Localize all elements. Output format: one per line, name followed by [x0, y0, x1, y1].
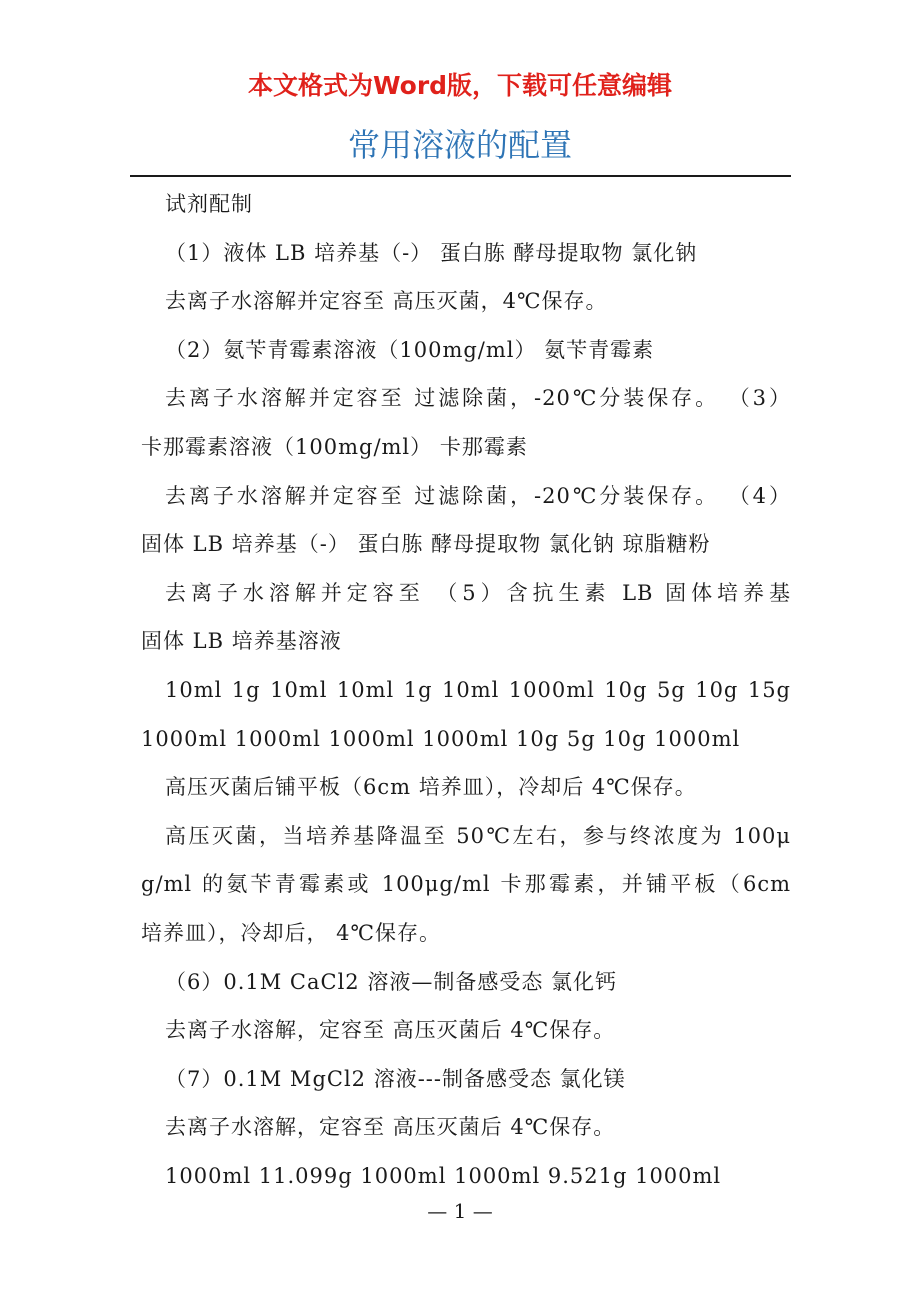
download-notice: 本文格式为Word版，下载可任意编辑	[247, 71, 673, 100]
body-line: 去离子水溶解并定容至 高压灭菌，4℃保存。	[165, 289, 608, 314]
body-line: 去离子水溶解并定容至 过滤除菌，-20℃分装保存。 （3）	[165, 386, 791, 411]
body-line: 1000ml 11.099g 1000ml 1000ml 9.521g 1000ml	[165, 1163, 722, 1188]
page-number: — 1 —	[427, 1199, 493, 1223]
document-body	[141, 180, 791, 1200]
body-line: 去离子水溶解并定容至 （5）含抗生素 LB 固体培养基	[165, 580, 791, 605]
body-line: 10ml 1g 10ml 10ml 1g 10ml 1000ml 10g 5g 10g 15g	[165, 677, 791, 702]
body-line: （6）0.1M CaCl2 溶液—制备感受态 氯化钙	[165, 969, 618, 994]
body-line: 去离子水溶解并定容至 过滤除菌，-20℃分装保存。 （4）	[165, 483, 791, 508]
body-line: （1）液体 LB 培养基（-） 蛋白胨 酵母提取物 氯化钠	[165, 240, 698, 265]
body-line: 固体 LB 培养基溶液	[141, 629, 342, 654]
body-line: 1000ml 1000ml 1000ml 1000ml 10g 5g 10g 1000ml	[141, 726, 741, 751]
body-line: 卡那霉素溶液（100mg/ml） 卡那霉素	[141, 434, 528, 459]
body-line: 培养皿），冷却后， 4℃保存。	[141, 920, 442, 945]
body-line: （2）氨苄青霉素溶液（100mg/ml） 氨苄青霉素	[165, 337, 655, 362]
body-line: （7）0.1M MgCl2 溶液---制备感受态 氯化镁	[165, 1066, 626, 1091]
body-line: 去离子水溶解，定容至 高压灭菌后 4℃保存。	[165, 1018, 616, 1043]
title-divider	[130, 175, 791, 177]
body-line: 高压灭菌后铺平板（6cm 培养皿），冷却后 4℃保存。	[165, 775, 697, 800]
body-line: 高压灭菌，当培养基降温至 50℃左右，参与终浓度为 100μ	[165, 823, 791, 848]
document-title: 常用溶液的配置	[347, 126, 572, 164]
body-line: 试剂配制	[165, 192, 253, 216]
body-line: 固体 LB 培养基（-） 蛋白胨 酵母提取物 氯化钠 琼脂糖粉	[141, 532, 711, 557]
body-line: 去离子水溶解，定容至 高压灭菌后 4℃保存。	[165, 1115, 616, 1140]
body-line: g/ml 的氨苄青霉素或 100μg/ml 卡那霉素，并铺平板（6cm	[141, 872, 791, 897]
